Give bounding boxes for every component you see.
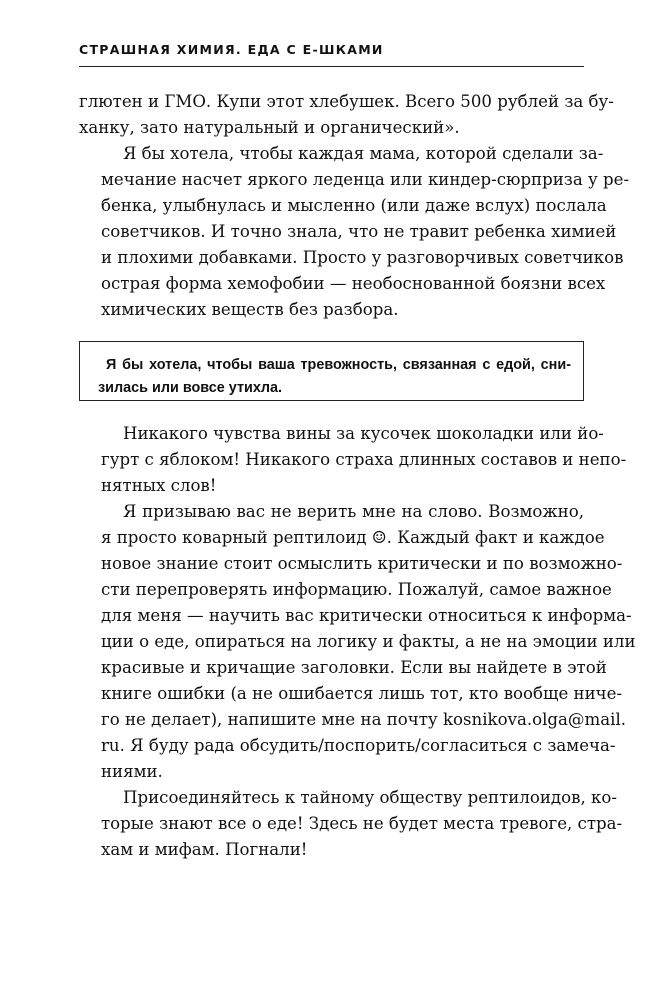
text-line: ханку, зато натуральный и органический». (79, 118, 460, 137)
paragraph (79, 499, 636, 785)
text-line: ниями. (101, 762, 163, 781)
top-text-block (79, 89, 630, 323)
text-line: книге ошибки (а не ошибается лишь тот, кто вообще ниче- (101, 684, 623, 703)
paragraph (79, 785, 623, 863)
text-line: новое знание стоит осмыслить критически и по возможно- (101, 554, 623, 573)
text-line: бенка, улыбнулась и мысленно (или даже вслух) послала (101, 196, 607, 215)
text-line: химических веществ без разбора. (101, 300, 399, 319)
text-line: красивые и кричащие заголовки. Если вы найдете в этой (101, 658, 607, 677)
running-header: СТРАШНАЯ ХИМИЯ. ЕДА С Е-ШКАМИ (79, 42, 384, 57)
text-line: нятных слов! (101, 476, 217, 495)
bottom-text-block (79, 421, 636, 863)
text-line: глютен и ГМО. Купи этот хлебушек. Всего 500 рублей за бу- (79, 92, 614, 111)
text-line: и плохими добавками. Просто у разговорчивых советчиков (101, 248, 624, 267)
text-line: для меня — научить вас критически относиться к информа- (101, 606, 632, 625)
text-line: го не делает), напишите мне на почту kosnikova.olga@mail. (101, 710, 627, 729)
text-line: мечание насчет яркого леденца или киндер-сюрприза у ре- (101, 170, 630, 189)
text-line: Присоединяйтесь к тайному обществу рептилоидов, ко- (123, 788, 617, 807)
text-line: торые знают все о еде! Здесь не будет места тревоге, стра- (101, 814, 623, 833)
text-line: Я призываю вас не верить мне на слово. Возможно, (123, 502, 584, 521)
text-line: советчиков. И точно знала, что не травит ребенка химией (101, 222, 617, 241)
callout-line: Я бы хотела, чтобы ваша тревожность, связанная с едой, сни- (106, 357, 571, 373)
text-line: я просто коварный рептилоид ☺. Каждый факт и каждое (101, 528, 605, 547)
text-line: гурт с яблоком! Никакого страха длинных составов и непо- (101, 450, 627, 469)
header-rule (79, 66, 584, 67)
callout-box (79, 341, 584, 401)
callout-line: зилась или вовсе утихла. (98, 380, 282, 396)
text-line: хам и мифам. Погнали! (101, 840, 308, 859)
text-line: Я бы хотела, чтобы каждая мама, которой сделали за- (123, 144, 604, 163)
text-line: Никакого чувства вины за кусочек шоколадки или йо- (123, 424, 604, 443)
text-line: ции о еде, опираться на логику и факты, а не на эмоции или (101, 632, 636, 651)
paragraph (79, 421, 627, 499)
text-line: ru. Я буду рада обсудить/поспорить/согласиться с замеча- (101, 736, 616, 755)
text-line: острая форма хемофобии — необоснованной боязни всех (101, 274, 606, 293)
text-line: сти перепроверять информацию. Пожалуй, самое важное (101, 580, 612, 599)
paragraph (79, 141, 630, 323)
paragraph (79, 89, 614, 141)
